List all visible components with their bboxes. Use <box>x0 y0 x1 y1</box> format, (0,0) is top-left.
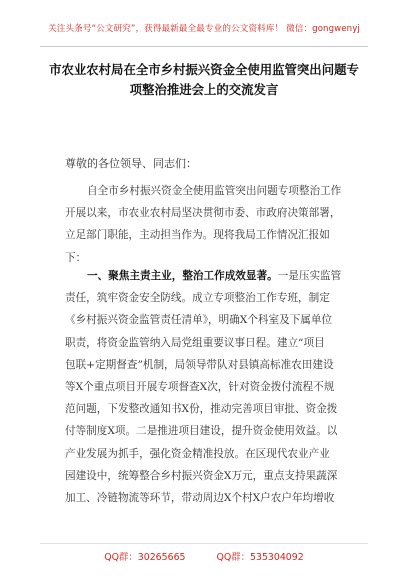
title-line-2: 项整治推进会上的交流发言 <box>129 82 279 97</box>
paragraph-line: 范问题，下发整改通知书X份，推动完善项目审批、资金拨 <box>65 403 338 416</box>
header-divider <box>40 46 368 47</box>
title-line-1: 市农业农村局在全市乡村振兴资金全使用监管突出问题专 <box>49 62 359 77</box>
footer-divider <box>40 543 368 544</box>
paragraph-first-line <box>65 265 347 287</box>
paragraph-line: 职责，将资金监管纳入局党组重要议事日程。建立“项目 <box>65 336 325 349</box>
paragraph-line: 下： <box>65 251 87 264</box>
paragraph-line: 立足部门职能，主动担当作为。现将我局工作情况汇报如 <box>65 229 330 242</box>
header-banner: 关注头条号“公文研究”，获得最新最全最专业的公文资料库！ 微信：gongwenyj <box>48 24 360 34</box>
salutation: 尊敬的各位领导、同志们： <box>65 157 197 170</box>
footer-qq-group-2: QQ群：535304092 <box>216 552 304 563</box>
document-title <box>40 60 368 100</box>
paragraph-line: 自全市乡村振兴资金全使用监管突出问题专项整治工作 <box>87 185 342 197</box>
paragraph-line: 包联+定期督查”机制，局领导带队对县镇高标准农田建设 <box>65 358 334 371</box>
paragraph-section-1 <box>65 265 347 509</box>
paragraph-intro <box>65 180 347 269</box>
paragraph-line: 责任，筑牢资金安全防线。成立专项整治工作专班，制定 <box>65 292 330 305</box>
paragraph-line: 加工、冷链物流等环节，带动周边X个村X户农户年均增收 <box>65 492 335 505</box>
footer-qq-group-1: QQ群：30265665 <box>104 552 186 563</box>
paragraph-line: 园建设中，统筹整合乡村振兴资金X万元，重点支持果蔬深 <box>65 469 338 482</box>
paragraph-line: 产业发展为抓手，强化资金精准投放。在区现代农业产业 <box>65 447 330 460</box>
paragraph-line-rest: 一是压实监管 <box>277 270 342 282</box>
section-heading: 一、聚焦主责主业，整治工作成效显著。 <box>87 270 278 282</box>
paragraph-line: 开展以来，市农业农村局坚决贯彻市委、市政府决策部署， <box>65 207 341 220</box>
footer <box>0 549 408 563</box>
paragraph-line: 《乡村振兴资金监管责任清单》，明确X个科室及下属单位 <box>65 314 333 327</box>
paragraph-line: 等X个重点项目开展专项督查X次，针对资金拨付流程不规 <box>65 381 335 394</box>
paragraph-line: 付等制度X项。二是推进项目建设，提升资金使用效益。以 <box>65 425 338 438</box>
